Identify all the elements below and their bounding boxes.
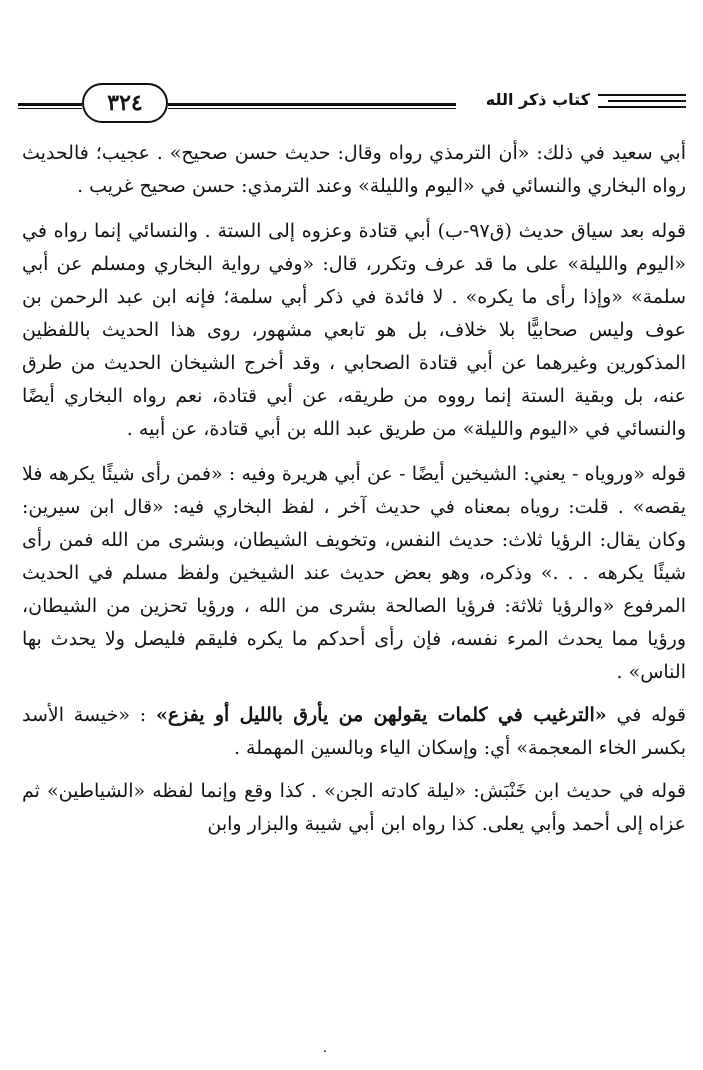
paragraph-3: قوله «وروياه - يعني: الشيخين أيضًا - عن أبي هريرة وفيه : «فمن رأى شيئًا يكرهه فلا يقصه» . قلت: روياه بمعناه في حديث آخر ، لفظ البخاري فيه: «قال ابن سيرين: وكان يقال: الرؤيا ثلاث: حديث النفس، وتخويف الشيطان، وبشرى من الله فمن رأى شيئًا يكرهه . . .» وذكره، وهو بعض حديث عند الشيخين ولفظ مسلم في الحديث المرفوع «والرؤيا ثلاثة: فرؤيا الصالحة بشرى من الله ، ورؤيا تحزين من الشيطان، ورؤيا مما يحدث المرء نفسه، فإن رأى أحدكم ما يكره فليقم فليصل ولا يحدث بها الناس» . [22, 463, 686, 683]
header-rule-left [18, 103, 82, 109]
ornament-line [598, 94, 686, 96]
page-header [18, 80, 686, 132]
ornament-line [608, 100, 686, 102]
title-ornament [598, 94, 686, 110]
page-number-badge: ٣٢٤ [82, 83, 168, 123]
running-title: كتاب ذكر الله [485, 90, 590, 109]
paragraph-4-rest: : «خيسة الأسد بكسر الخاء المعجمة» أي: وإسكان الياء وبالسين المهملة . [22, 704, 686, 759]
paragraph-4 [22, 699, 686, 765]
paragraph-1: أبي سعيد في ذلك: «أن الترمذي رواه وقال: حديث حسن صحيح» . عجيب؛ فالحديث رواه البخاري والنسائي في «اليوم والليلة» وعند الترمذي: حسن صحيح غريب . [22, 142, 686, 197]
chapter-heading-quote: «الترغيب في كلمات يقولهن من يأرق بالليل أو يفزع» [155, 704, 607, 726]
header-rule-middle [168, 103, 456, 109]
page-body [22, 137, 686, 841]
footer-mark: . [322, 1040, 328, 1056]
paragraph-4-lead: قوله في [616, 704, 687, 726]
paragraph-5: قوله في حديث ابن خَنْبَش: «ليلة كادته الجن» . كذا وقع وإنما لفظه «الشياطين» ثم عزاه إلى أحمد وأبي يعلى. كذا رواه ابن أبي شيبة والبزار وابن [22, 780, 686, 835]
ornament-line [598, 106, 686, 108]
paragraph-2: قوله بعد سياق حديث (ق٩٧-ب) أبي قتادة وعزوه إلى الستة . والنسائي إنما رواه في «اليوم والليلة» على ما قد عرف وتكرر، قال: «وفي رواية البخاري ومسلم عن أبي سلمة» «وإذا رأى ما يكره» . لا فائدة في ذكر أبي سلمة؛ فإنه ابن عبد الرحمن بن عوف وليس صحابيًّا بلا خلاف، بل هو تابعي مشهور، روى هذا الحديث باللفظين المذكورين وغيرهما عن أبي قتادة الصحابي ، وقد أخرج الشيخان الحديث من طرق عنه، بل وبقية الستة إنما رووه من طريقه، عن أبي قتادة، نعم رواه البخاري أيضًا والنسائي في «اليوم والليلة» من طريق عبد الله بن أبي قتادة، عن أبيه . [22, 220, 687, 440]
